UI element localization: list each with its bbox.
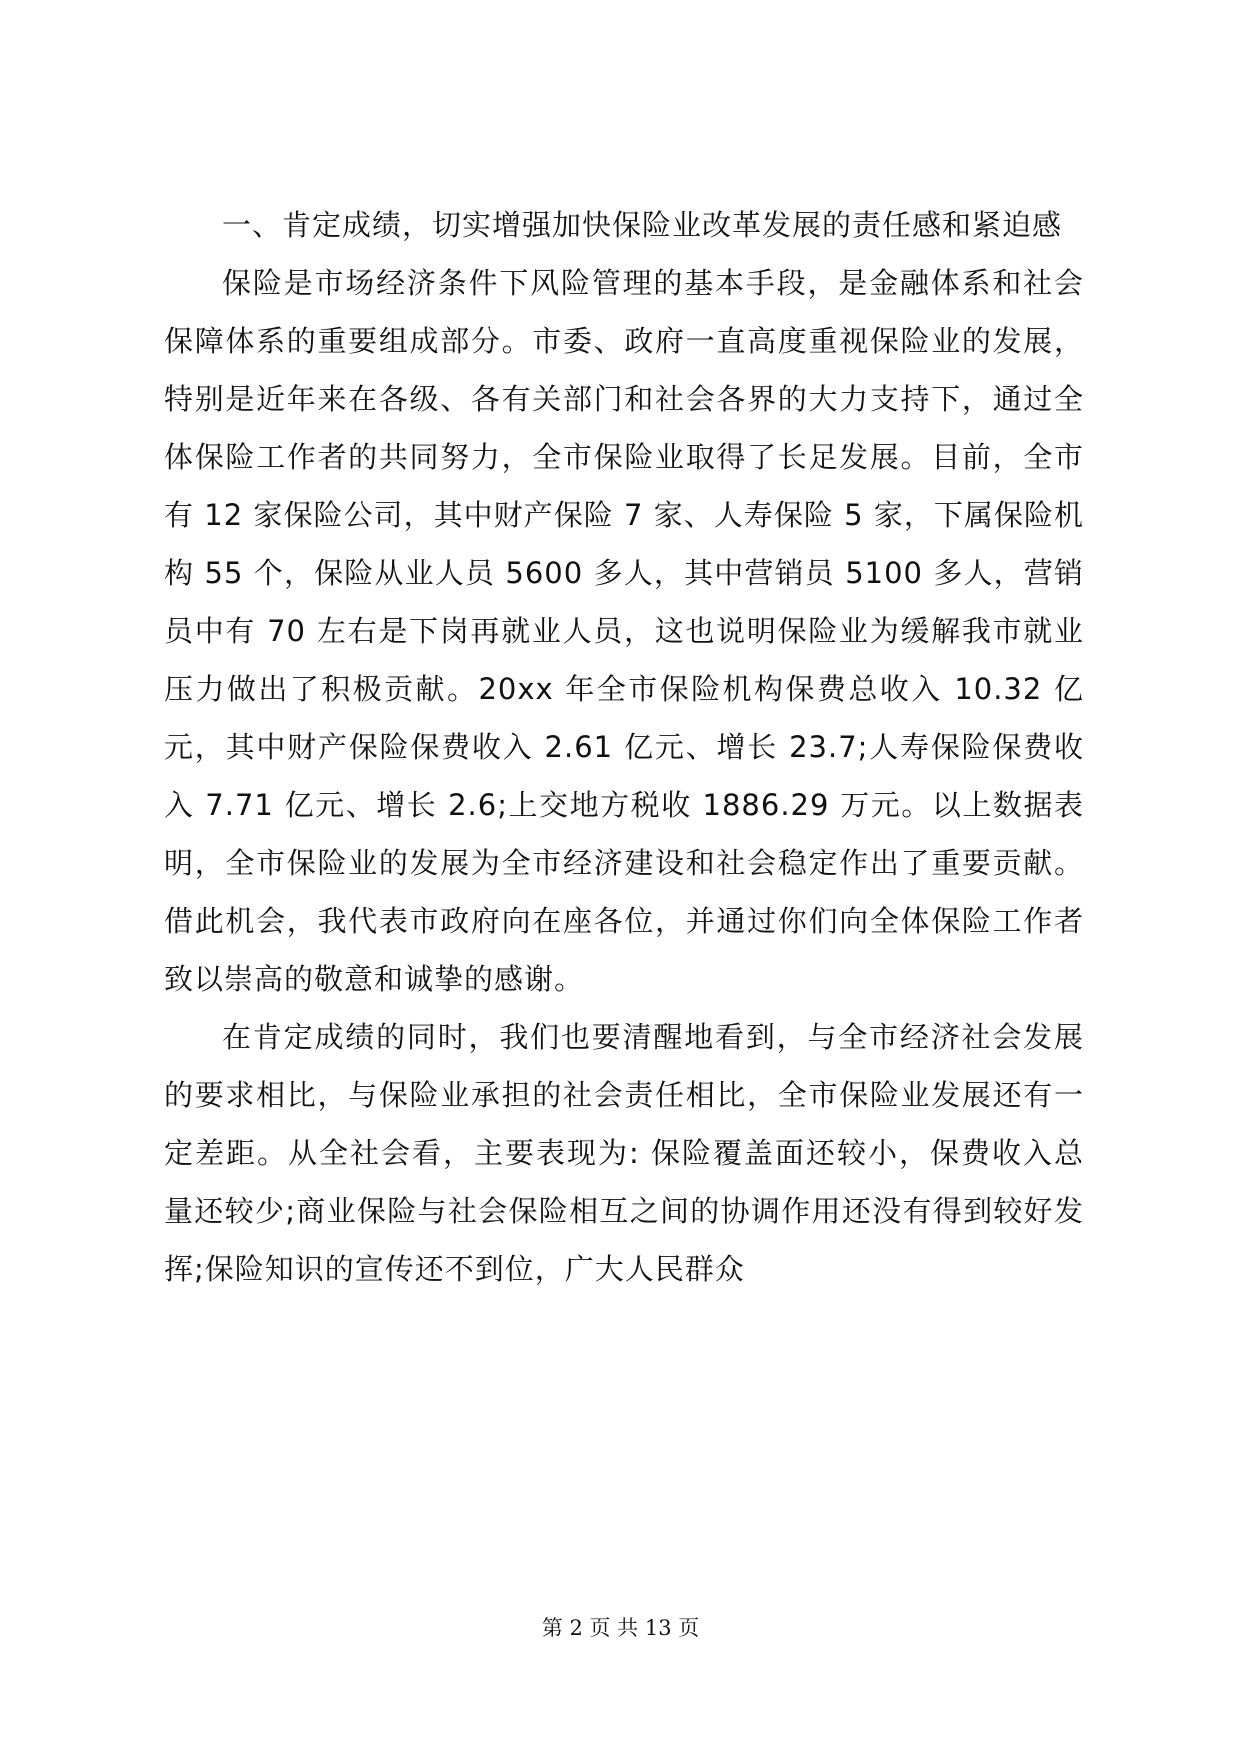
paragraph: 保险是市场经济条件下风险管理的基本手段，是金融体系和社会保障体系的重要组成部分。市委、政府一直高度重视保险业的发展，特别是近年来在各级、各有关部门和社会各界的大力支持下，通过全体保险工作者的共同努力，全市保险业取得了长足发展。目前，全市有 12 家保险公司，其中财产保险 7 家、人寿保险 5 家，下属保险机构 55 个，保险从业人员 5600 多人，其中营销员 5100 多人，营销员中有 70 左右是下岗再就业人员，这也说明保险业为缓解我市就业压力做出了积极贡献。20xx 年全市保险机构保费总收入 10.32 亿元，其中财产保险保费收入 2.61 亿元、增长 23.7;人寿保险保费收入 7.71 亿元、增长 2.6;上交地方税收 1886.29 万元。以上数据表明，全市保险业的发展为全市经济建设和社会稳定作出了重要贡献。借此机会，我代表市政府向在座各位，并通过你们向全体保险工作者致以崇高的敬意和诚挚的感谢。 — [164, 266, 1084, 996]
document-body — [164, 196, 1084, 1298]
paragraph: 在肯定成绩的同时，我们也要清醒地看到，与全市经济社会发展的要求相比，与保险业承担的社会责任相比，全市保险业发展还有一定差距。从全社会看，主要表现为: 保险覆盖面还较小，保费收入总量还较少;商业保险与社会保险相互之间的协调作用还没有得到较好发挥;保险知识的宣传还不到位，广大人民群众 — [164, 1020, 1084, 1286]
page-footer — [0, 1614, 1241, 1642]
section-heading: 一、肯定成绩，切实增强加快保险业改革发展的责任感和紧迫感 — [222, 208, 1063, 242]
page-number: 第 2 页 共 13 页 — [541, 1616, 700, 1640]
